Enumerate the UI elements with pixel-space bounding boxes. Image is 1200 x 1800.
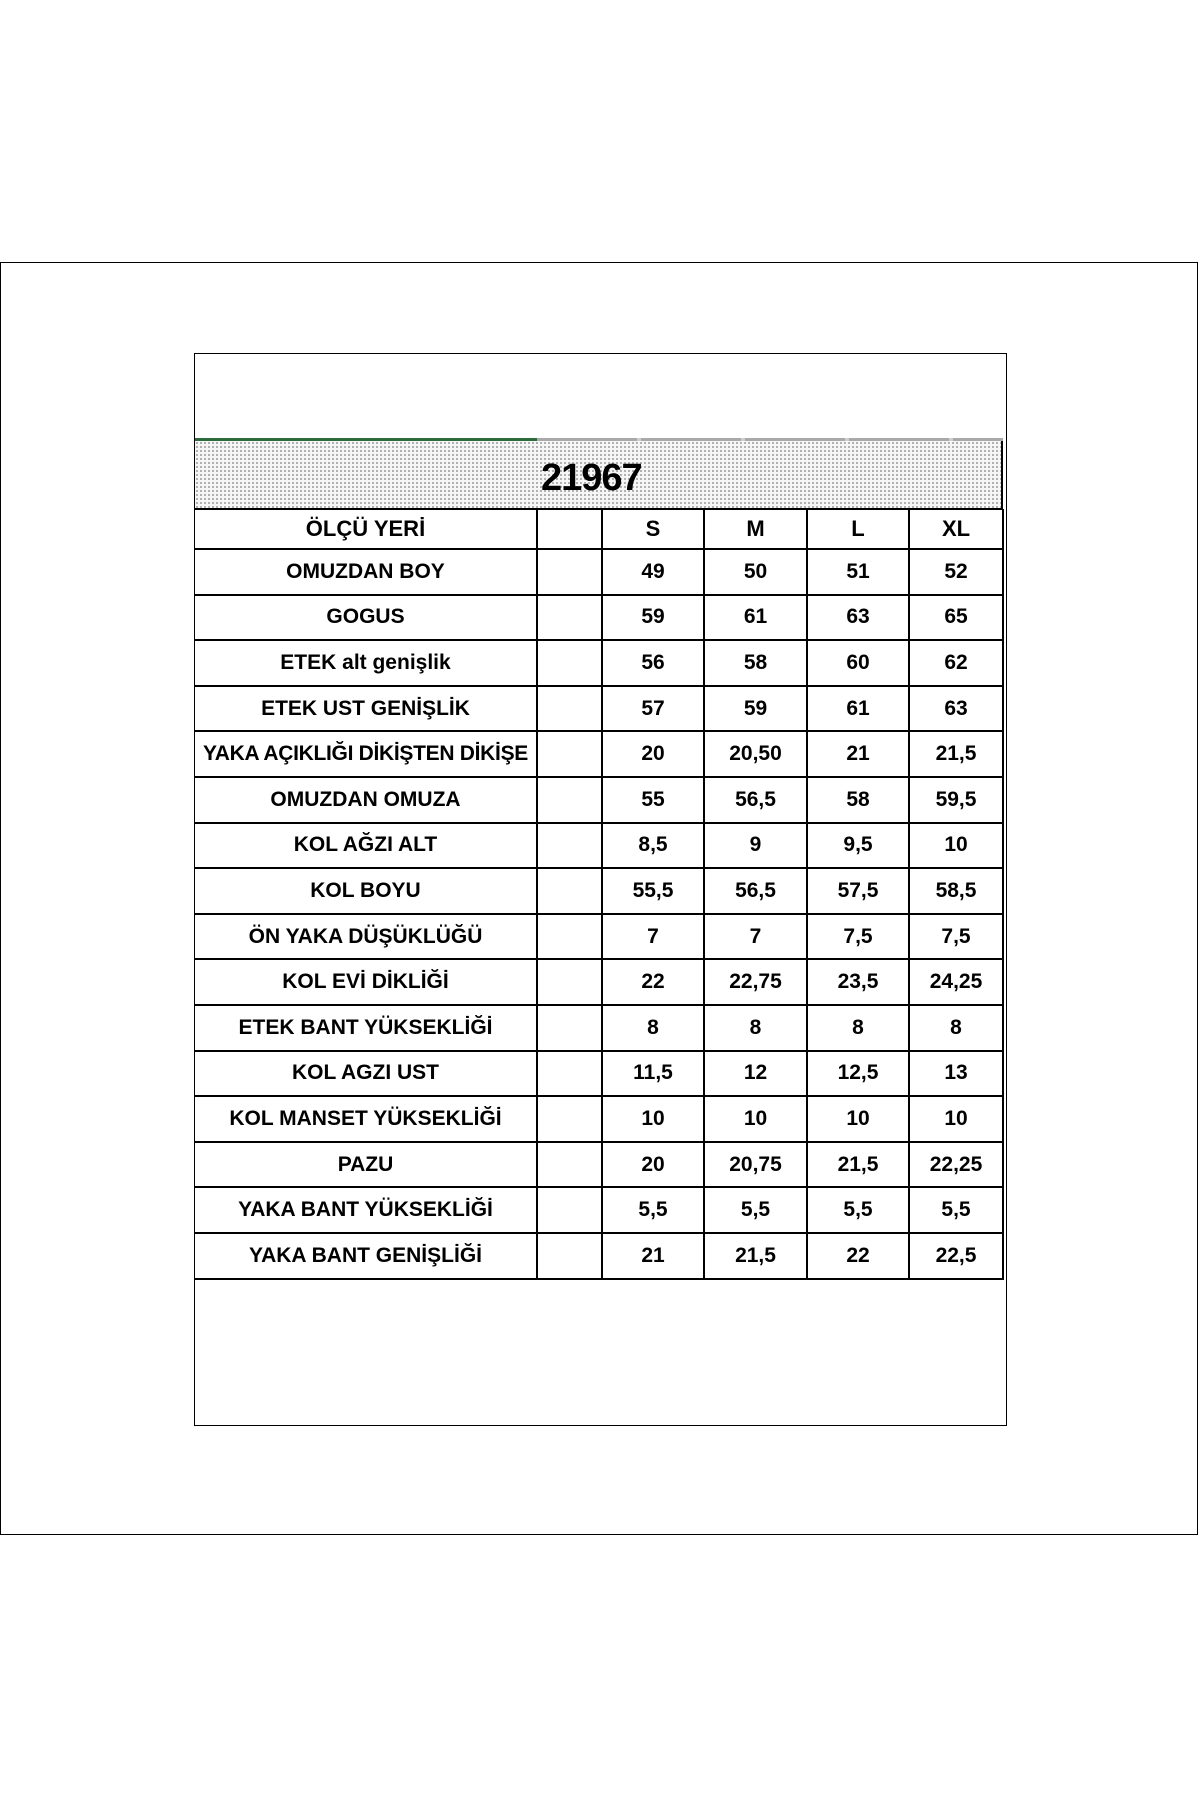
size-m-value: 21,5 bbox=[704, 1233, 807, 1279]
measurement-label: KOL BOYU bbox=[195, 868, 537, 914]
blank-cell bbox=[537, 1051, 602, 1097]
size-m-value: 50 bbox=[704, 549, 807, 595]
measurement-label: ETEK BANT YÜKSEKLİĞİ bbox=[195, 1005, 537, 1051]
blank-cell bbox=[537, 1233, 602, 1279]
header-row bbox=[195, 509, 1003, 549]
size-m-value: 12 bbox=[704, 1051, 807, 1097]
size-s-value: 55,5 bbox=[602, 868, 704, 914]
blank-cell bbox=[537, 777, 602, 823]
size-m-value: 5,5 bbox=[704, 1187, 807, 1233]
size-l-value: 60 bbox=[807, 640, 909, 686]
size-s-value: 20 bbox=[602, 1142, 704, 1188]
size-xl-value: 59,5 bbox=[909, 777, 1003, 823]
size-m-value: 59 bbox=[704, 686, 807, 732]
table-row bbox=[195, 686, 1003, 732]
size-m-value: 8 bbox=[704, 1005, 807, 1051]
measurement-label: ETEK UST GENİŞLİK bbox=[195, 686, 537, 732]
size-s-value: 56 bbox=[602, 640, 704, 686]
size-s-value: 21 bbox=[602, 1233, 704, 1279]
table-row bbox=[195, 595, 1003, 641]
blank-cell bbox=[537, 823, 602, 869]
measurement-label: KOL MANSET YÜKSEKLİĞİ bbox=[195, 1096, 537, 1142]
size-m-value: 9 bbox=[704, 823, 807, 869]
size-s-value: 49 bbox=[602, 549, 704, 595]
measurement-label: KOL AGZI UST bbox=[195, 1051, 537, 1097]
size-s-value: 55 bbox=[602, 777, 704, 823]
size-xl-value: 22,5 bbox=[909, 1233, 1003, 1279]
size-m-value: 7 bbox=[704, 914, 807, 960]
size-l-value: 58 bbox=[807, 777, 909, 823]
size-xl-value: 21,5 bbox=[909, 731, 1003, 777]
size-m-value: 20,75 bbox=[704, 1142, 807, 1188]
size-xl-value: 62 bbox=[909, 640, 1003, 686]
size-l-value: 22 bbox=[807, 1233, 909, 1279]
blank-cell bbox=[537, 595, 602, 641]
measurement-label: YAKA AÇIKLIĞI DİKİŞTEN DİKİŞE bbox=[195, 731, 537, 777]
size-chart-sheet bbox=[194, 353, 1007, 1426]
size-l-value: 12,5 bbox=[807, 1051, 909, 1097]
size-xl-value: 63 bbox=[909, 686, 1003, 732]
measurement-label: KOL EVİ DİKLİĞİ bbox=[195, 959, 537, 1005]
blank-cell bbox=[537, 914, 602, 960]
blank-cell bbox=[537, 868, 602, 914]
size-s-value: 7 bbox=[602, 914, 704, 960]
table-row bbox=[195, 1142, 1003, 1188]
size-s-value: 20 bbox=[602, 731, 704, 777]
size-l-value: 51 bbox=[807, 549, 909, 595]
size-m-value: 20,50 bbox=[704, 731, 807, 777]
size-s-value: 8 bbox=[602, 1005, 704, 1051]
size-xl-value: 24,25 bbox=[909, 959, 1003, 1005]
size-xl-value: 52 bbox=[909, 549, 1003, 595]
header-size-xl: XL bbox=[909, 509, 1003, 549]
size-l-value: 9,5 bbox=[807, 823, 909, 869]
size-s-value: 11,5 bbox=[602, 1051, 704, 1097]
size-m-value: 61 bbox=[704, 595, 807, 641]
blank-cell bbox=[537, 1005, 602, 1051]
header-size-s: S bbox=[602, 509, 704, 549]
size-s-value: 22 bbox=[602, 959, 704, 1005]
table-row bbox=[195, 777, 1003, 823]
measurement-label: KOL AĞZI ALT bbox=[195, 823, 537, 869]
table-row bbox=[195, 1005, 1003, 1051]
size-xl-value: 22,25 bbox=[909, 1142, 1003, 1188]
size-l-value: 10 bbox=[807, 1096, 909, 1142]
size-l-value: 8 bbox=[807, 1005, 909, 1051]
blank-cell bbox=[537, 959, 602, 1005]
blank-cell bbox=[537, 640, 602, 686]
size-m-value: 56,5 bbox=[704, 868, 807, 914]
size-l-value: 23,5 bbox=[807, 959, 909, 1005]
size-s-value: 5,5 bbox=[602, 1187, 704, 1233]
measurement-label: PAZU bbox=[195, 1142, 537, 1188]
blank-cell bbox=[537, 1142, 602, 1188]
table-row bbox=[195, 549, 1003, 595]
table-row bbox=[195, 959, 1003, 1005]
blank-cell bbox=[537, 731, 602, 777]
measurement-label: YAKA BANT YÜKSEKLİĞİ bbox=[195, 1187, 537, 1233]
size-l-value: 61 bbox=[807, 686, 909, 732]
size-xl-value: 58,5 bbox=[909, 868, 1003, 914]
size-s-value: 10 bbox=[602, 1096, 704, 1142]
size-xl-value: 8 bbox=[909, 1005, 1003, 1051]
header-measurement-point: ÖLÇÜ YERİ bbox=[195, 509, 537, 549]
blank-cell bbox=[537, 686, 602, 732]
table-row bbox=[195, 1233, 1003, 1279]
size-l-value: 63 bbox=[807, 595, 909, 641]
size-xl-value: 5,5 bbox=[909, 1187, 1003, 1233]
table-row bbox=[195, 1051, 1003, 1097]
title-band bbox=[195, 441, 1003, 510]
size-s-value: 57 bbox=[602, 686, 704, 732]
size-table bbox=[195, 509, 1004, 1280]
size-s-value: 8,5 bbox=[602, 823, 704, 869]
size-m-value: 56,5 bbox=[704, 777, 807, 823]
header-size-l: L bbox=[807, 509, 909, 549]
size-l-value: 21,5 bbox=[807, 1142, 909, 1188]
table-row bbox=[195, 1096, 1003, 1142]
table-row bbox=[195, 640, 1003, 686]
table-row bbox=[195, 731, 1003, 777]
size-m-value: 58 bbox=[704, 640, 807, 686]
size-xl-value: 10 bbox=[909, 823, 1003, 869]
size-m-value: 10 bbox=[704, 1096, 807, 1142]
blank-cell bbox=[537, 549, 602, 595]
measurement-label: ÖN YAKA DÜŞÜKLÜĞÜ bbox=[195, 914, 537, 960]
measurement-label: YAKA BANT GENİŞLİĞİ bbox=[195, 1233, 537, 1279]
size-xl-value: 7,5 bbox=[909, 914, 1003, 960]
size-l-value: 7,5 bbox=[807, 914, 909, 960]
measurement-label: OMUZDAN OMUZA bbox=[195, 777, 537, 823]
size-l-value: 5,5 bbox=[807, 1187, 909, 1233]
header-size-m: M bbox=[704, 509, 807, 549]
table-row bbox=[195, 868, 1003, 914]
header-blank bbox=[537, 509, 602, 549]
model-number: 21967 bbox=[541, 457, 642, 499]
table-row bbox=[195, 914, 1003, 960]
blank-cell bbox=[537, 1187, 602, 1233]
measurement-label: OMUZDAN BOY bbox=[195, 549, 537, 595]
measurement-label: ETEK alt genişlik bbox=[195, 640, 537, 686]
size-l-value: 57,5 bbox=[807, 868, 909, 914]
size-xl-value: 13 bbox=[909, 1051, 1003, 1097]
size-xl-value: 10 bbox=[909, 1096, 1003, 1142]
size-s-value: 59 bbox=[602, 595, 704, 641]
size-xl-value: 65 bbox=[909, 595, 1003, 641]
size-l-value: 21 bbox=[807, 731, 909, 777]
size-m-value: 22,75 bbox=[704, 959, 807, 1005]
blank-cell bbox=[537, 1096, 602, 1142]
table-row bbox=[195, 1187, 1003, 1233]
measurement-label: GOGUS bbox=[195, 595, 537, 641]
table-row bbox=[195, 823, 1003, 869]
